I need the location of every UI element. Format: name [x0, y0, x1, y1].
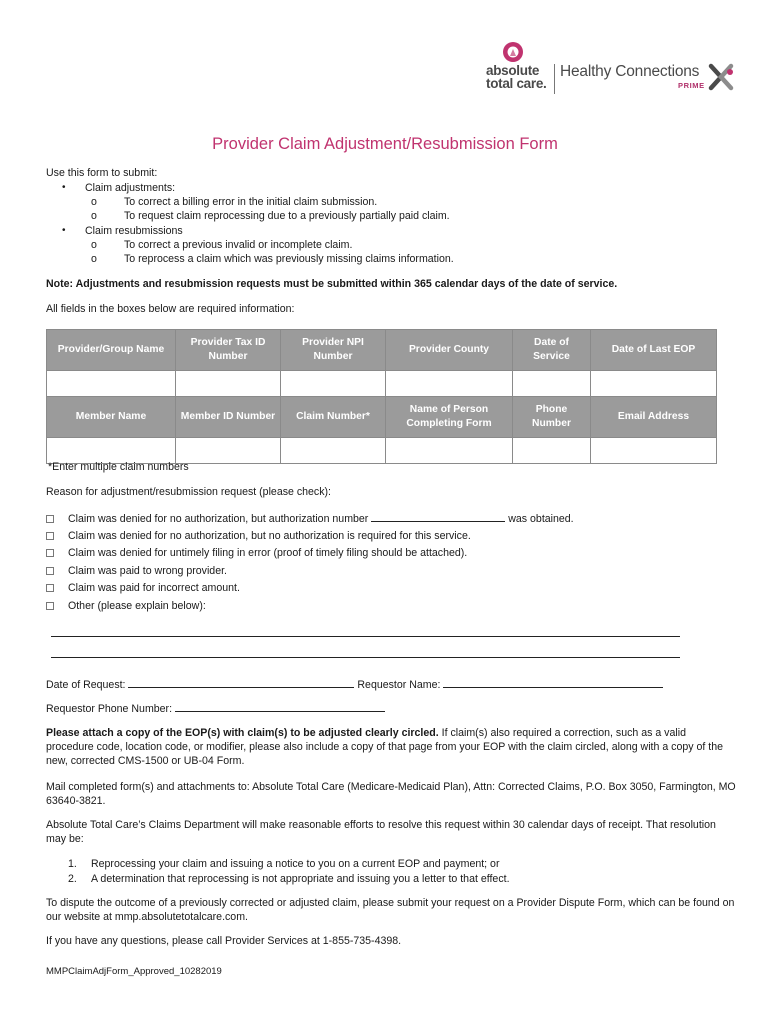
bullet-icon: • [62, 182, 66, 193]
footer-form-code: MMPClaimAdjForm_Approved_10282019 [46, 966, 222, 977]
intro-text: Use this form to submit: [46, 167, 158, 179]
header-date-of-last-eop: Date of Last EOP [591, 330, 717, 371]
logo-mark-icon [496, 40, 530, 64]
reason-heading: Reason for adjustment/resubmission request (please check): [46, 486, 331, 498]
header-email-address: Email Address [591, 397, 717, 438]
phone-number-field[interactable] [513, 438, 591, 464]
outcome-2-text: A determination that reprocessing is not appropriate and issuing you a letter to that effect. [91, 873, 510, 885]
provider-county-field[interactable] [386, 371, 513, 397]
header-person-completing: Name of Person Completing Form [386, 397, 513, 438]
table-header-row [47, 397, 717, 438]
provider-npi-field[interactable] [281, 371, 386, 397]
brand-wordmark: absolute total care. [486, 63, 547, 91]
sub-bullet-icon: o [91, 239, 97, 251]
reason-2-label: Claim was denied for no authorization, but no authorization is required for this service. [68, 530, 471, 542]
date-of-request-row: Date of Request: Requestor Name: [46, 678, 663, 692]
deadline-note: Note: Adjustments and resubmission requests must be submitted within 365 calendar days of the date of service. [46, 278, 618, 290]
sub-bullet-text: To correct a billing error in the initial claim submission. [124, 196, 378, 208]
header-phone-number: Phone Number [513, 397, 591, 438]
claim-number-field[interactable] [281, 438, 386, 464]
mail-instructions: Mail completed form(s) and attachments to: Absolute Total Care (Medicare-Medicaid Plan), Attn: Corrected Claims, P.O. Box 3050, Farmington, MO 63640-3821. [46, 781, 736, 807]
date-of-request-field[interactable] [128, 686, 354, 688]
sub-bullet-icon: o [91, 210, 97, 222]
member-id-field[interactable] [176, 438, 281, 464]
claim-footnote: *Enter multiple claim numbers [48, 461, 189, 473]
person-completing-field[interactable] [386, 438, 513, 464]
explanation-line-2[interactable] [51, 657, 680, 658]
bullet-resubmissions: Claim resubmissions [85, 225, 183, 237]
prime-x-icon [708, 62, 734, 92]
partner-name: Healthy Connections [560, 63, 700, 80]
sub-bullet-text: To correct a previous invalid or incomplete claim. [124, 239, 353, 251]
date-of-service-field[interactable] [513, 371, 591, 397]
reason-3-label: Claim was denied for untimely filing in error (proof of timely filing should be attached). [68, 547, 468, 559]
reason-4-label: Claim was paid to wrong provider. [68, 565, 227, 577]
header-logo [486, 40, 736, 96]
email-address-field[interactable] [591, 438, 717, 464]
authorization-number-field[interactable] [371, 520, 505, 522]
page-title: Provider Claim Adjustment/Resubmission Form [212, 135, 558, 153]
reason-1-label: Claim was denied for no authorization, but authorization number was obtained. [68, 513, 574, 525]
checkbox-reason-6[interactable] [46, 602, 54, 610]
checkbox-reason-5[interactable] [46, 584, 54, 592]
requestor-name-field[interactable] [443, 686, 663, 688]
provider-group-name-field[interactable] [47, 371, 176, 397]
questions-text: If you have any questions, please call Provider Services at 1-855-735-4398. [46, 935, 402, 947]
reason-6-label: Other (please explain below): [68, 600, 206, 612]
outcome-1-text: Reprocessing your claim and issuing a notice to you on a current EOP and payment; or [91, 858, 500, 870]
requestor-phone-row: Requestor Phone Number: [46, 702, 385, 716]
resolution-text: Absolute Total Care’s Claims Department will make reasonable efforts to resolve this request within 30 calendar days of receipt. That resolution may be: [46, 819, 716, 845]
header-provider-group-name: Provider/Group Name [47, 330, 176, 371]
sub-bullet-icon: o [91, 253, 97, 265]
outcome-1-number: 1. [68, 858, 77, 870]
provider-tax-id-field[interactable] [176, 371, 281, 397]
header-member-id: Member ID Number [176, 397, 281, 438]
header-provider-tax-id: Provider Tax ID Number [176, 330, 281, 371]
logo-divider [554, 64, 555, 94]
header-provider-npi: Provider NPI Number [281, 330, 386, 371]
outcome-2-number: 2. [68, 873, 77, 885]
header-claim-number: Claim Number* [281, 397, 386, 438]
requestor-phone-field[interactable] [175, 710, 385, 712]
sub-bullet-text: To request claim reprocessing due to a previously partially paid claim. [124, 210, 450, 222]
partner-tag: PRIME [678, 81, 705, 90]
sub-bullet-icon: o [91, 196, 97, 208]
checkbox-reason-2[interactable] [46, 532, 54, 540]
bullet-adjustments: Claim adjustments: [85, 182, 176, 194]
bullet-icon: • [62, 225, 66, 236]
header-member-name: Member Name [47, 397, 176, 438]
dispute-text: To dispute the outcome of a previously corrected or adjusted claim, please submit your request on a Provider Dispute Form, which can be found on our website at mmp.absolutetotalcare.com. [46, 897, 735, 923]
checkbox-reason-1[interactable] [46, 515, 54, 523]
attach-instructions: Please attach a copy of the EOP(s) with claim(s) to be adjusted clearly circled. If claim(s) also required a correction, such as a valid procedure code, location code, or modifier, please also include a copy of that page from your EOP with the claim circled, along with a copy of the new, corrected CMS-1500 or UB-04 Form. [46, 727, 724, 767]
reason-5-label: Claim was paid for incorrect amount. [68, 582, 240, 594]
table-header-row [47, 330, 717, 371]
sub-bullet-text: To reprocess a claim which was previously missing claims information. [124, 253, 454, 265]
header-date-of-service: Date of Service [513, 330, 591, 371]
date-of-last-eop-field[interactable] [591, 371, 717, 397]
table-input-row [47, 371, 717, 397]
explanation-line-1[interactable] [51, 636, 680, 637]
provider-info-table [46, 329, 717, 464]
checkbox-reason-3[interactable] [46, 549, 54, 557]
header-provider-county: Provider County [386, 330, 513, 371]
required-fields-text: All fields in the boxes below are required information: [46, 303, 295, 315]
checkbox-reason-4[interactable] [46, 567, 54, 575]
